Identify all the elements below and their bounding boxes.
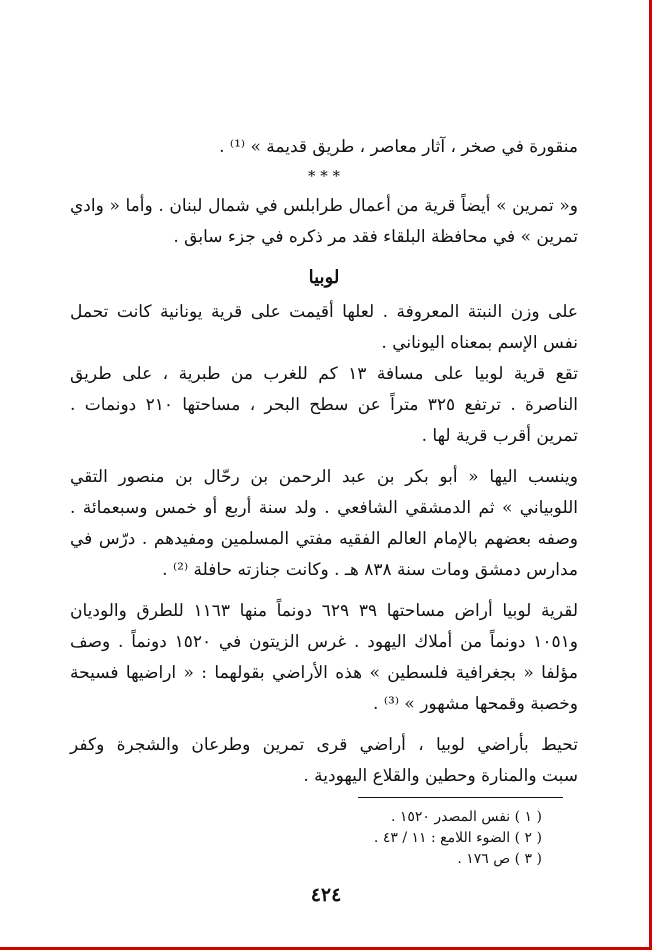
- paragraph-tamrin: [70, 191, 578, 253]
- paragraph-3: [70, 462, 578, 586]
- paragraph-line: تمرين أقرب قرية لها .: [421, 426, 578, 446]
- paragraph-line: و« تمرين » أيضاً قرية من أعمال طرابلس في شمال لبنان . وأما « وادي: [70, 196, 578, 216]
- paragraph-line: سبت والمنارة وحطين والقلاع اليهودية .: [303, 766, 578, 786]
- paragraph-line: وينسب اليها « أبو بكر بن عبد الرحمن بن رحّال بن منصور التقي: [70, 467, 578, 487]
- footnote-item: ( ١ ) نفس المصدر ١٥٢٠ .: [390, 809, 542, 825]
- paragraph-line: وصفه بعضهم بالإمام العالم الفقيه مفتي المسلمين ومفيدهم . درّس في: [70, 529, 578, 549]
- paragraph-line: مؤلفا « بجغرافية فلسطين » هذه الأراضي بقولهما : « اراضيها فسيحة: [70, 663, 578, 683]
- paragraph-4: [70, 596, 578, 720]
- footnotes: [242, 807, 542, 870]
- paragraph-line: الناصرة . ترتفع ٣٢٥ متراً عن سطح البحر ، مساحتها ٢١٠ دونمات .: [70, 395, 578, 415]
- paragraph-line: على وزن النبتة المعروفة . لعلها أقيمت على قرية يونانية كانت تحمل: [70, 302, 578, 322]
- paragraph-line: تحيط بأراضي لوبيا ، أراضي قرى تمرين وطرعان والشجرة وكفر: [70, 735, 578, 755]
- paragraph-1: [70, 297, 578, 359]
- paragraph-2: [70, 359, 578, 452]
- section-separator: * * *: [307, 167, 341, 185]
- page-body: [70, 132, 578, 792]
- page-number: ٤٢٤: [310, 884, 342, 906]
- paragraph-line: و١٠٥١ دونماً من أملاك اليهود . غرس الزيتون في ١٥٢٠ دونماً . وصف: [70, 632, 578, 652]
- paragraph-line: تمرين » في محافظة البلقاء فقد مر ذكره في جزء سابق .: [173, 227, 578, 247]
- footnote-divider: [358, 797, 563, 798]
- paragraph-line: لقرية لوبيا أراض مساحتها ٣٩ ٦٢٩ دونماً منها ١١٦٣ للطرق والوديان: [70, 601, 579, 621]
- paragraph-line: اللوبياني » ثم الدمشقي الشافعي . ولد سنة أربع أو خمس وسبعمائة .: [70, 498, 578, 518]
- paragraph-line: تقع قرية لوبيا على مسافة ١٣ كم للغرب من طبرية ، على طريق: [70, 364, 578, 384]
- footnote-item: ( ٢ ) الضوء اللامع : ١١ / ٤٣ .: [373, 830, 542, 846]
- footnote-item: ( ٣ ) ص ١٧٦ .: [457, 851, 542, 867]
- paragraph-line: نفس الإسم بمعناه اليوناني .: [381, 333, 578, 353]
- paragraph-line: وخصبة وقمحها مشهور » ⁽³⁾ .: [373, 694, 578, 714]
- section-heading: لوبيا: [308, 267, 340, 288]
- intro-line: منقورة في صخر ، آثار معاصر ، طريق قديمة » ⁽¹⁾ .: [219, 137, 578, 157]
- paragraph-line: مدارس دمشق ومات سنة ٨٣٨ هـ . وكانت جنازته حافلة ⁽²⁾ .: [162, 560, 578, 580]
- paragraph-5: [70, 730, 578, 792]
